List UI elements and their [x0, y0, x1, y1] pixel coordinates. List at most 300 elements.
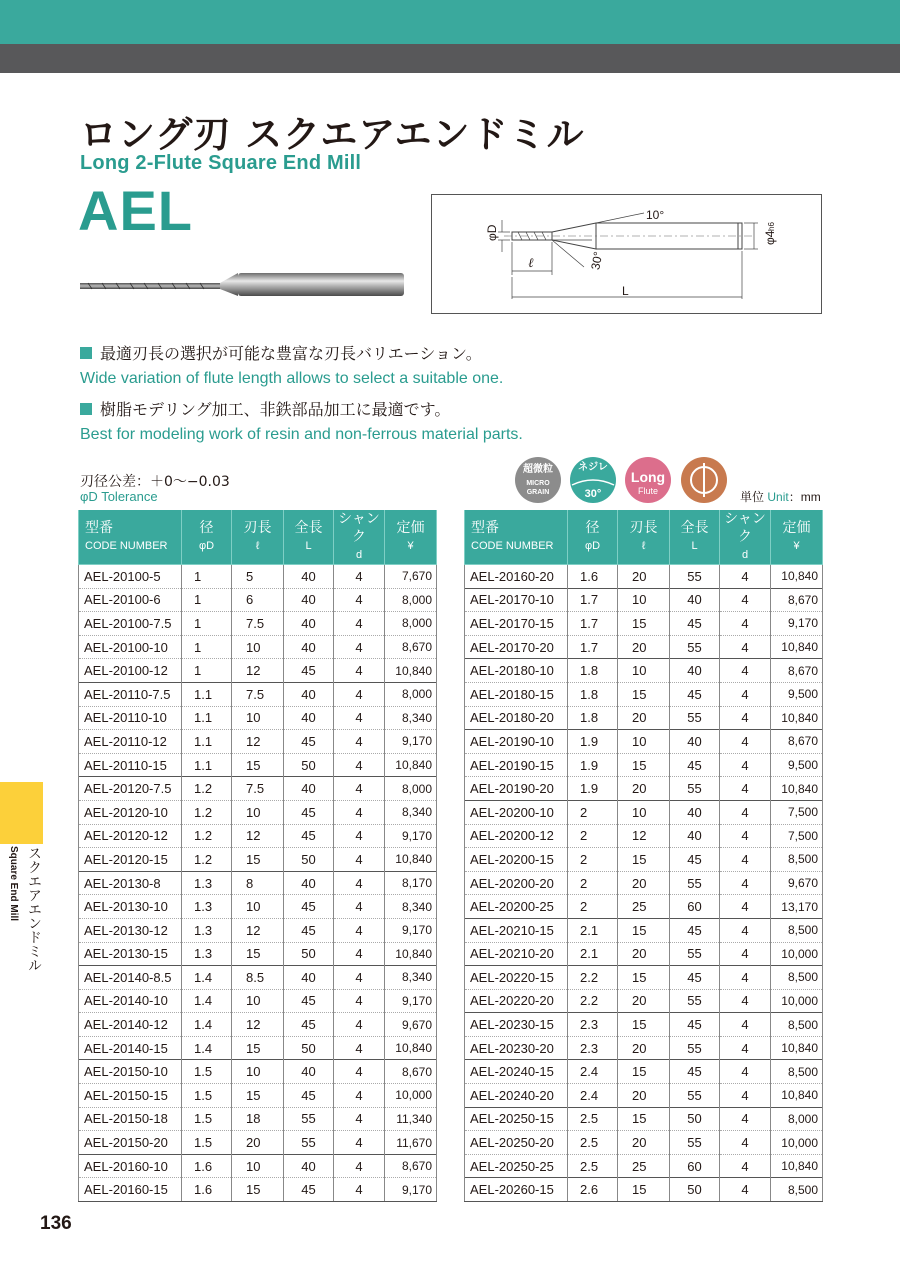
table-cell: 10,840: [771, 1036, 823, 1060]
table-cell: 15: [618, 1178, 670, 1202]
col-flute: 刃長 ℓ: [618, 510, 670, 565]
series-code: AEL: [78, 179, 193, 242]
table-cell: 45: [670, 753, 720, 777]
table-row: [465, 635, 823, 659]
table-row: [79, 918, 437, 942]
table-cell: 4: [334, 682, 385, 706]
table-cell: AEL-20180-20: [465, 706, 568, 730]
table-cell: AEL-20130-15: [79, 942, 182, 966]
section-tab-jp: スクエアエンドミル: [26, 846, 42, 972]
table-cell: 45: [284, 1178, 334, 1202]
angle-top-label: 10°: [646, 208, 665, 222]
table-cell: 1.9: [568, 777, 618, 801]
table-cell: 4: [334, 1013, 385, 1037]
table-cell: 4: [720, 635, 771, 659]
table-cell: 45: [670, 1013, 720, 1037]
table-cell: 7.5: [232, 682, 284, 706]
table-cell: AEL-20150-20: [79, 1131, 182, 1155]
table-row: [465, 966, 823, 990]
table-row: [465, 682, 823, 706]
table-cell: 4: [334, 966, 385, 990]
table-row: [79, 565, 437, 589]
table-row: [465, 1107, 823, 1131]
table-cell: 1.7: [568, 635, 618, 659]
table-row: [465, 777, 823, 801]
table-cell: 10: [618, 800, 670, 824]
table-cell: 1.7: [568, 588, 618, 612]
feature-2-jp: 樹脂モデリング加工、非鉄部品加工に最適です。: [100, 400, 451, 419]
table-cell: 4: [720, 1013, 771, 1037]
table-row: [79, 730, 437, 754]
table-cell: 45: [670, 612, 720, 636]
table-cell: 8,500: [771, 918, 823, 942]
table-cell: 15: [618, 682, 670, 706]
table-cell: 6: [232, 588, 284, 612]
table-cell: 55: [670, 1131, 720, 1155]
table-cell: 1.5: [182, 1084, 232, 1108]
table-cell: 1.2: [182, 777, 232, 801]
table-cell: 4: [720, 942, 771, 966]
table-cell: 55: [670, 1036, 720, 1060]
table-cell: 4: [720, 588, 771, 612]
table-cell: 1: [182, 565, 232, 589]
table-cell: 1.8: [568, 659, 618, 683]
table-row: [79, 989, 437, 1013]
table-cell: 12: [232, 918, 284, 942]
table-cell: 45: [670, 1060, 720, 1084]
table-cell: 4: [334, 1060, 385, 1084]
table-cell: 45: [284, 989, 334, 1013]
table-row: [79, 1084, 437, 1108]
table-cell: 55: [670, 871, 720, 895]
table-row: [465, 848, 823, 872]
table-cell: 10,000: [771, 989, 823, 1013]
col-shank: シャンク d: [334, 510, 385, 565]
table-cell: 45: [284, 918, 334, 942]
table-cell: 20: [618, 635, 670, 659]
table-cell: AEL-20150-18: [79, 1107, 182, 1131]
table-cell: 1.8: [568, 682, 618, 706]
table-cell: 1.4: [182, 1013, 232, 1037]
table-cell: 8,000: [385, 612, 437, 636]
table-cell: 2: [568, 800, 618, 824]
table-cell: 20: [618, 777, 670, 801]
table-cell: AEL-20140-15: [79, 1036, 182, 1060]
table-cell: AEL-20100-5: [79, 565, 182, 589]
col-code: 型番 CODE NUMBER: [465, 510, 568, 565]
table-cell: AEL-20170-20: [465, 635, 568, 659]
dimension-diagram: [431, 194, 822, 314]
table-cell: 50: [670, 1107, 720, 1131]
table-cell: AEL-20110-10: [79, 706, 182, 730]
table-row: [465, 706, 823, 730]
table-row: [79, 966, 437, 990]
table-cell: 10: [618, 730, 670, 754]
table-cell: 11,340: [385, 1107, 437, 1131]
table-cell: 4: [334, 848, 385, 872]
micro-grain-jp: 超微粒: [523, 464, 553, 475]
table-cell: 2.4: [568, 1060, 618, 1084]
table-cell: 8,000: [385, 682, 437, 706]
table-cell: 4: [334, 1107, 385, 1131]
col-shank: シャンク d: [720, 510, 771, 565]
table-cell: 10,840: [385, 753, 437, 777]
table-cell: 25: [618, 895, 670, 919]
table-cell: 4: [334, 612, 385, 636]
table-cell: AEL-20170-10: [465, 588, 568, 612]
table-cell: AEL-20250-15: [465, 1107, 568, 1131]
table-cell: 2.2: [568, 989, 618, 1013]
table-cell: 55: [284, 1107, 334, 1131]
table-cell: 7.5: [232, 777, 284, 801]
table-cell: 4: [334, 895, 385, 919]
table-row: [79, 659, 437, 683]
table-cell: 1.6: [182, 1178, 232, 1202]
table-cell: 4: [720, 966, 771, 990]
table-cell: 4: [720, 848, 771, 872]
table-cell: 4: [334, 800, 385, 824]
table-cell: 20: [618, 706, 670, 730]
table-cell: 8: [232, 871, 284, 895]
table-cell: 15: [232, 1036, 284, 1060]
table-cell: 10: [232, 800, 284, 824]
table-cell: 60: [670, 895, 720, 919]
table-row: [79, 1036, 437, 1060]
table-cell: 2.4: [568, 1084, 618, 1108]
feature-1: [80, 341, 503, 388]
table-cell: 1.4: [182, 989, 232, 1013]
table-row: [79, 706, 437, 730]
table-cell: 10,000: [771, 1131, 823, 1155]
angle-bottom-label: 30°: [588, 250, 606, 271]
table-cell: 1.4: [182, 966, 232, 990]
table-cell: 1.6: [182, 1154, 232, 1178]
table-cell: 4: [720, 895, 771, 919]
table-cell: AEL-20260-15: [465, 1178, 568, 1202]
end-mill-photo: [78, 268, 408, 300]
table-cell: AEL-20150-15: [79, 1084, 182, 1108]
table-cell: 4: [334, 730, 385, 754]
table-cell: AEL-20170-15: [465, 612, 568, 636]
table-cell: 40: [670, 824, 720, 848]
table-cell: AEL-20160-15: [79, 1178, 182, 1202]
table-cell: 8,500: [771, 1178, 823, 1202]
table-cell: 8,340: [385, 966, 437, 990]
table-cell: 2.1: [568, 918, 618, 942]
table-row: [465, 1084, 823, 1108]
table-cell: 40: [284, 706, 334, 730]
table-cell: AEL-20180-10: [465, 659, 568, 683]
page-number: 136: [40, 1213, 72, 1234]
table-cell: 55: [284, 1131, 334, 1155]
table-cell: 9,670: [385, 1013, 437, 1037]
table-cell: 11,670: [385, 1131, 437, 1155]
table-cell: AEL-20180-15: [465, 682, 568, 706]
table-cell: 4: [334, 753, 385, 777]
table-cell: 4: [334, 942, 385, 966]
page-title-jp: ロング刃 スクエアエンドミル: [80, 113, 585, 156]
feature-2: [80, 397, 523, 444]
col-price: 定価 ¥: [771, 510, 823, 565]
shank-dia-label: φ4: [763, 230, 777, 245]
table-cell: 1.3: [182, 895, 232, 919]
table-row: [465, 565, 823, 589]
bullet-square-icon: [80, 347, 92, 359]
table-cell: 1.1: [182, 706, 232, 730]
table-cell: 8,500: [771, 848, 823, 872]
table-cell: 8,670: [385, 1060, 437, 1084]
table-cell: 15: [618, 1107, 670, 1131]
table-cell: 45: [670, 682, 720, 706]
shank-tolerance-label: h6: [767, 222, 776, 231]
table-row: [79, 895, 437, 919]
micro-grain-en1: MICRO: [526, 480, 550, 487]
table-cell: 10: [618, 659, 670, 683]
table-cell: 1.5: [182, 1060, 232, 1084]
helix-jp: ネジレ: [578, 462, 608, 473]
table-cell: 2: [568, 895, 618, 919]
page-title-en: Long 2-Flute Square End Mill: [80, 152, 362, 174]
table-cell: 20: [618, 1084, 670, 1108]
table-cell: 20: [618, 942, 670, 966]
table-cell: 2: [568, 824, 618, 848]
table-cell: 45: [670, 848, 720, 872]
table-cell: AEL-20220-15: [465, 966, 568, 990]
table-cell: 1.1: [182, 682, 232, 706]
table-cell: 10,840: [385, 942, 437, 966]
table-cell: AEL-20160-10: [79, 1154, 182, 1178]
table-cell: 10,840: [771, 1084, 823, 1108]
section-tab-en: Square End Mill: [8, 846, 19, 922]
col-dia: 径 φD: [182, 510, 232, 565]
table-cell: 50: [670, 1178, 720, 1202]
table-cell: 15: [618, 918, 670, 942]
table-cell: 2: [568, 871, 618, 895]
table-cell: 1.2: [182, 824, 232, 848]
table-cell: 55: [670, 565, 720, 589]
table-row: [465, 800, 823, 824]
tolerance-jp: 刃径公差：＋0〜−0.03: [80, 474, 230, 490]
table-cell: 1: [182, 635, 232, 659]
table-row: [465, 1036, 823, 1060]
table-cell: 4: [720, 659, 771, 683]
table-cell: 9,170: [385, 989, 437, 1013]
table-cell: 9,170: [385, 730, 437, 754]
table-cell: 4: [720, 800, 771, 824]
table-cell: 10,840: [385, 659, 437, 683]
table-cell: 18: [232, 1107, 284, 1131]
table-cell: 10: [232, 635, 284, 659]
table-cell: AEL-20140-12: [79, 1013, 182, 1037]
table-cell: 8,500: [771, 1013, 823, 1037]
table-cell: 45: [284, 659, 334, 683]
table-cell: AEL-20190-15: [465, 753, 568, 777]
table-cell: 2: [568, 848, 618, 872]
table-cell: 10,840: [771, 565, 823, 589]
table-cell: 50: [284, 848, 334, 872]
table-row: [79, 777, 437, 801]
table-cell: 10,840: [385, 1036, 437, 1060]
table-cell: AEL-20120-10: [79, 800, 182, 824]
table-cell: 10,000: [771, 942, 823, 966]
table-cell: 55: [670, 1084, 720, 1108]
table-cell: 20: [618, 871, 670, 895]
table-row: [465, 612, 823, 636]
table-cell: 55: [670, 635, 720, 659]
table-cell: 10,000: [385, 1084, 437, 1108]
table-cell: 4: [334, 871, 385, 895]
table-cell: 9,670: [771, 871, 823, 895]
table-cell: 1.2: [182, 848, 232, 872]
table-cell: 4: [720, 1131, 771, 1155]
table-cell: AEL-20130-10: [79, 895, 182, 919]
top-color-band: [0, 0, 900, 44]
table-cell: 10,840: [771, 635, 823, 659]
table-cell: AEL-20250-20: [465, 1131, 568, 1155]
table-cell: 50: [284, 753, 334, 777]
table-cell: 8.5: [232, 966, 284, 990]
table-row: [465, 989, 823, 1013]
table-cell: 2.5: [568, 1154, 618, 1178]
table-row: [465, 588, 823, 612]
table-cell: AEL-20240-20: [465, 1084, 568, 1108]
table-cell: 45: [284, 800, 334, 824]
table-cell: AEL-20190-10: [465, 730, 568, 754]
table-cell: AEL-20200-15: [465, 848, 568, 872]
table-row: [465, 1178, 823, 1202]
table-cell: AEL-20120-15: [79, 848, 182, 872]
table-cell: 50: [284, 942, 334, 966]
table-cell: 10: [232, 1060, 284, 1084]
table-cell: 4: [334, 1036, 385, 1060]
table-cell: 1.3: [182, 942, 232, 966]
table-cell: 4: [334, 1154, 385, 1178]
table-cell: 15: [232, 942, 284, 966]
table-cell: 40: [284, 612, 334, 636]
table-row: [465, 1131, 823, 1155]
table-cell: 9,170: [771, 612, 823, 636]
table-cell: 8,170: [385, 871, 437, 895]
table-cell: 40: [284, 966, 334, 990]
table-cell: 60: [670, 1154, 720, 1178]
table-cell: 4: [720, 565, 771, 589]
table-cell: 4: [720, 730, 771, 754]
table-cell: 4: [334, 1084, 385, 1108]
table-cell: 20: [618, 1131, 670, 1155]
table-cell: 9,500: [771, 682, 823, 706]
table-cell: AEL-20230-15: [465, 1013, 568, 1037]
spec-table-left: [78, 510, 437, 1202]
table-row: [79, 1154, 437, 1178]
table-cell: 40: [284, 682, 334, 706]
table-cell: AEL-20140-10: [79, 989, 182, 1013]
table-cell: 5: [232, 565, 284, 589]
col-flute: 刃長 ℓ: [232, 510, 284, 565]
table-cell: 1.3: [182, 871, 232, 895]
table-cell: 4: [720, 1036, 771, 1060]
table-cell: 1.6: [568, 565, 618, 589]
table-row: [79, 612, 437, 636]
table-cell: 7,670: [385, 565, 437, 589]
table-cell: 2.6: [568, 1178, 618, 1202]
table-cell: 2.3: [568, 1013, 618, 1037]
table-cell: 25: [618, 1154, 670, 1178]
table-cell: 1.5: [182, 1107, 232, 1131]
bullet-square-icon: [80, 403, 92, 415]
table-cell: 4: [720, 1154, 771, 1178]
table-row: [465, 918, 823, 942]
col-code: 型番 CODE NUMBER: [79, 510, 182, 565]
table-cell: 9,170: [385, 918, 437, 942]
top-gray-band: [0, 44, 900, 73]
table-cell: 1.1: [182, 753, 232, 777]
table-cell: 4: [720, 871, 771, 895]
micro-grain-en2: GRAIN: [526, 489, 550, 496]
table-cell: AEL-20160-20: [465, 565, 568, 589]
unit-label: 単位 Unit：mm: [740, 490, 821, 504]
table-cell: 15: [618, 612, 670, 636]
table-cell: 15: [618, 966, 670, 990]
table-cell: AEL-20100-12: [79, 659, 182, 683]
table-cell: 10: [618, 588, 670, 612]
table-cell: 15: [618, 1013, 670, 1037]
table-cell: 45: [284, 1084, 334, 1108]
table-cell: 2.5: [568, 1131, 618, 1155]
long-flute-2: Flute: [637, 486, 659, 496]
table-cell: 4: [334, 565, 385, 589]
table-row: [79, 682, 437, 706]
table-row: [79, 1178, 437, 1202]
table-cell: AEL-20120-7.5: [79, 777, 182, 801]
table-cell: 4: [334, 1131, 385, 1155]
table-cell: 8,670: [771, 588, 823, 612]
flute-length-label: ℓ: [528, 255, 534, 270]
table-cell: 4: [334, 706, 385, 730]
feature-1-en: Wide variation of flute length allows to select a suitable one.: [80, 370, 504, 387]
table-row: [465, 895, 823, 919]
table-cell: 9,170: [385, 824, 437, 848]
table-cell: 8,500: [771, 966, 823, 990]
table-cell: AEL-20110-15: [79, 753, 182, 777]
dia-label: φD: [485, 224, 499, 241]
table-cell: 13,170: [771, 895, 823, 919]
table-row: [465, 942, 823, 966]
table-cell: 12: [232, 1013, 284, 1037]
table-cell: 40: [670, 659, 720, 683]
table-cell: 9,500: [771, 753, 823, 777]
table-cell: AEL-20210-20: [465, 942, 568, 966]
table-cell: 4: [334, 824, 385, 848]
table-row: [465, 730, 823, 754]
table-cell: 40: [284, 588, 334, 612]
table-cell: 4: [720, 1060, 771, 1084]
table-cell: 15: [232, 1178, 284, 1202]
table-cell: 8,670: [385, 1154, 437, 1178]
table-cell: 10,840: [771, 777, 823, 801]
table-cell: 7.5: [232, 612, 284, 636]
table-row: [79, 588, 437, 612]
table-cell: 45: [284, 895, 334, 919]
table-cell: 4: [334, 777, 385, 801]
table-cell: AEL-20130-12: [79, 918, 182, 942]
feature-badges: [514, 455, 730, 505]
table-row: [79, 848, 437, 872]
table-row: [79, 1107, 437, 1131]
table-cell: 8,340: [385, 706, 437, 730]
table-row: [79, 635, 437, 659]
tolerance-en: φD Tolerance: [80, 489, 158, 504]
table-row: [79, 1013, 437, 1037]
